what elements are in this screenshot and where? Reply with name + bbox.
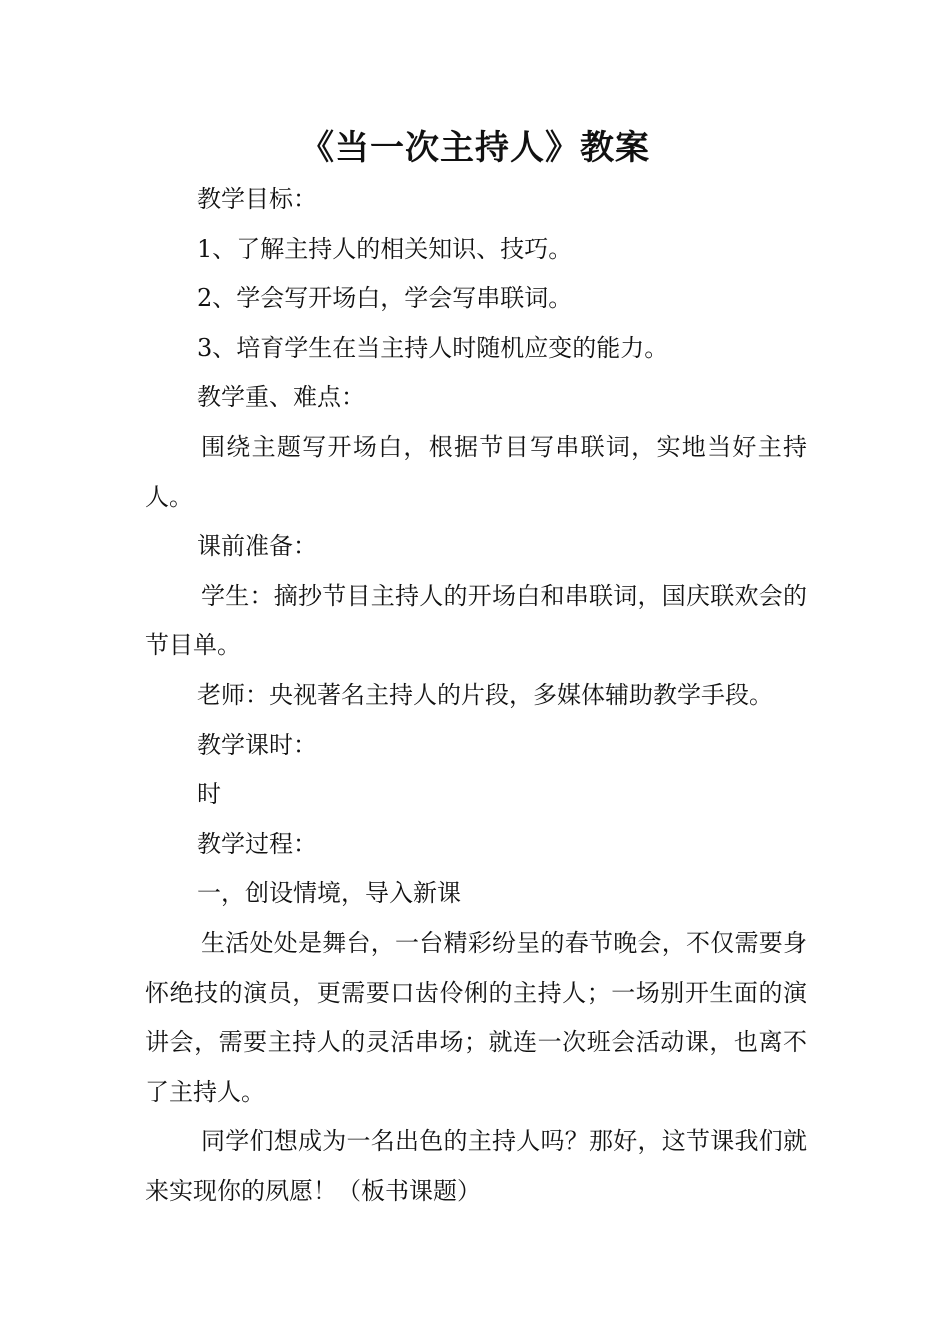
paragraph-objective-2: 2、学会写开场白，学会写串联词。	[197, 284, 573, 313]
document-body	[145, 175, 807, 1216]
paragraph-objective-1: 1、了解主持人的相关知识、技巧。	[197, 234, 573, 263]
paragraph-preparation-teacher: 老师：央视著名主持人的片段，多媒体辅助教学手段。	[197, 680, 773, 709]
paragraph-objective-3: 3、培育学生在当主持人时随机应变的能力。	[197, 333, 669, 362]
paragraph-process-heading: 教学过程：	[197, 829, 317, 858]
paragraph-section-1-heading: 一，创设情境，导入新课	[197, 879, 461, 908]
paragraph-key-points: 围绕主题写开场白，根据节目写串联词，实地当好主持人。	[145, 432, 807, 511]
paragraph-preparation-heading: 课前准备：	[197, 532, 317, 561]
paragraph-question: 同学们想成为一名出色的主持人吗？那好，这节课我们就来实现你的夙愿！（板书课题）	[145, 1127, 807, 1205]
paragraph-objectives-heading: 教学目标：	[197, 185, 317, 213]
document-title: 《当一次主持人》教案	[300, 128, 650, 168]
paragraph-preparation-students: 学生：摘抄节目主持人的开场白和串联词，国庆联欢会的节目单。	[145, 581, 807, 660]
paragraph-key-points-heading: 教学重、难点：	[197, 383, 365, 412]
paragraph-class-hours: 时	[197, 780, 221, 809]
paragraph-introduction: 生活处处是舞台，一台精彩纷呈的春节晚会，不仅需要身怀绝技的演员，更需要口齿伶俐的主持人；一场别开生面的演讲会，需要主持人的灵活串场；就连一次班会活动课，也离不了主持人。	[145, 928, 807, 1106]
paragraph-class-hours-heading: 教学课时：	[197, 730, 317, 759]
